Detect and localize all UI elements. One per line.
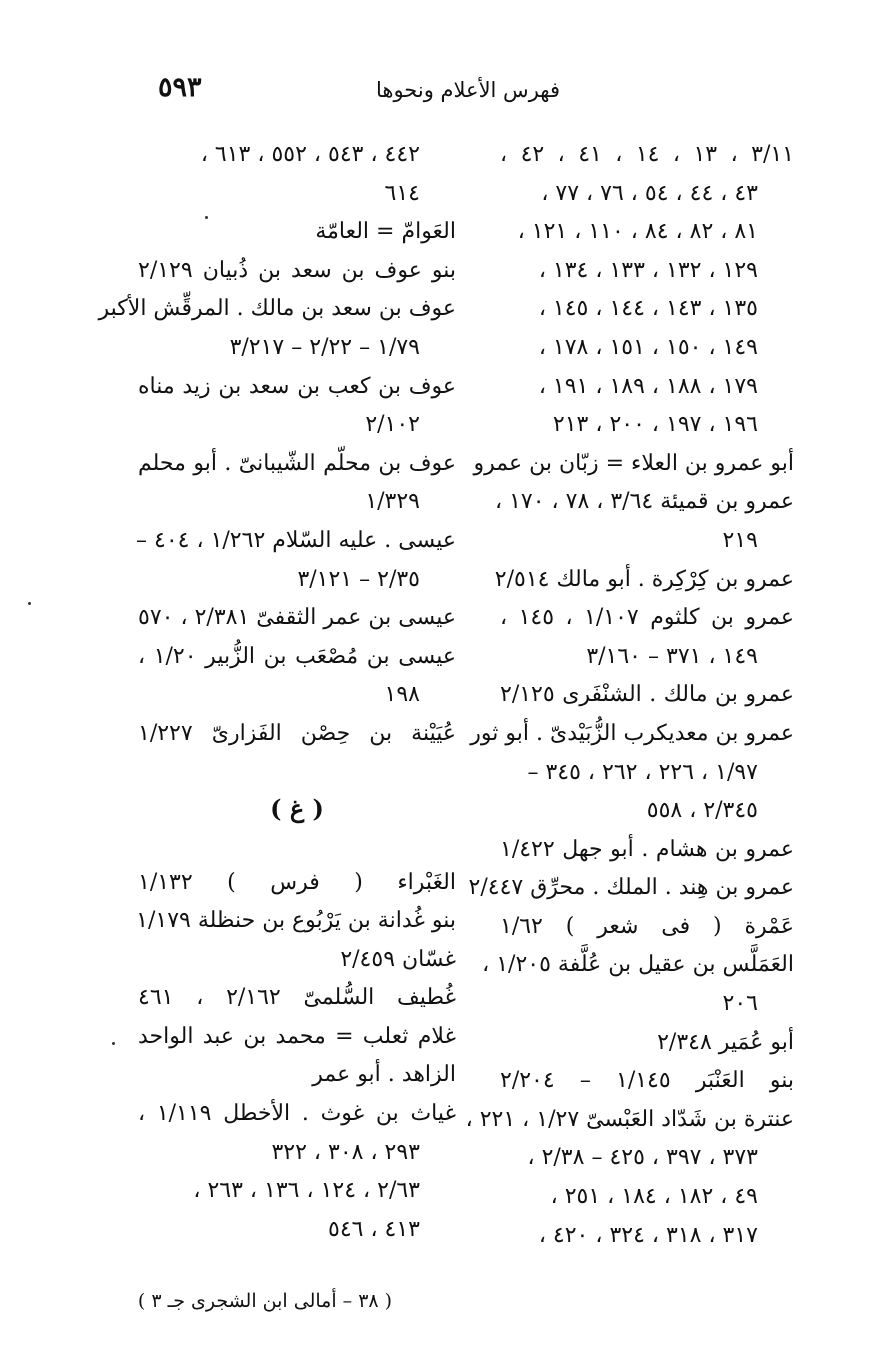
- ink-speck: [112, 1042, 115, 1045]
- ink-speck: [28, 602, 31, 605]
- index-entry: بنو عوف بن سعد بن ذُبيان ٢/١٢٩: [138, 257, 456, 283]
- index-entry-continuation: ١٢٩ ، ١٣٢ ، ١٣٣ ، ١٣٤ ،: [538, 257, 758, 283]
- index-entry: الزاهد . أبو عمر: [312, 1062, 456, 1088]
- index-entry-continuation: ٢/١٠٢: [365, 412, 420, 438]
- index-entry: عمرو بن كلثوم ١/١٠٧ ، ١٤٥ ،: [500, 605, 795, 631]
- index-entry-continuation: ٢/٣٥ – ٣/١٢١: [297, 566, 420, 592]
- index-entry-continuation: ٦١٤: [384, 180, 420, 206]
- index-entry-continuation: ٣٧٣ ، ٣٩٧ ، ٤٢٥ – ٢/٣٨ ،: [527, 1145, 758, 1171]
- index-entry: عمرو بن مالك . الشنْفَرى ٢/١٢٥: [500, 682, 794, 708]
- index-entry: عمرو بن هشام . أبو جهل ١/٤٢٢: [500, 836, 794, 862]
- ink-speck: [205, 216, 208, 219]
- index-entry: أبو عُمَير ٢/٣٤٨: [657, 1029, 794, 1055]
- index-entry-continuation: ٤٩ ، ١٨٢ ، ١٨٤ ، ٢٥١ ،: [550, 1184, 758, 1210]
- index-entry-continuation: ٢/٣٤٥ ، ٥٥٨: [646, 798, 758, 824]
- index-entry: بنو غُدانة بن يَرْبُوع بن حنظلة ١/١٧٩: [136, 908, 456, 934]
- index-column-left: [98, 136, 457, 1249]
- index-entry: غسّان ٢/٤٥٩: [340, 946, 456, 972]
- index-entry: بنو العَنْبَر ١/١٤٥ – ٢/٢٠٤: [500, 1068, 794, 1094]
- page-number: ٥٩٣: [158, 72, 202, 103]
- index-entry: عيسى . عليه السّلام ١/٢٦٢ ، ٤٠٤ –: [136, 527, 456, 553]
- index-entry: عوف بن كعب بن سعد بن زيد مناه: [138, 373, 456, 399]
- index-entry: عمرو بن معديكرب الزُّبَيْدىّ . أبو ثور: [470, 720, 794, 746]
- index-entry-continuation: ١٤٩ ، ١٥٠ ، ١٥١ ، ١٧٨ ،: [538, 334, 758, 360]
- index-entries-ayn: [98, 136, 456, 754]
- index-entry: غلام ثعلب = محمد بن عبد الواحد: [138, 1023, 456, 1049]
- index-entry: عنترة بن شَدّاد العَبْسىّ ١/٢٧ ، ٢٢١ ،: [465, 1106, 794, 1132]
- index-entry: عمرو بن هِند . الملك . محرِّق ٢/٤٤٧: [468, 875, 794, 901]
- index-entry: غُطيف السُّلمىّ ٢/١٦٢ ، ٤٦١: [138, 985, 456, 1011]
- index-entry: عيسى بن عمر الثقفىّ ٢/٣٨١ ، ٥٧٠: [138, 605, 456, 631]
- index-entry: عُيَيْنة بن حِصْن الفَزارىّ ١/٢٢٧: [138, 720, 456, 746]
- index-entry: العَمَلَّس بن عقيل بن عُلَّفة ١/٢٠٥ ،: [482, 952, 794, 978]
- index-entry: عمرو بن كِرْكِرة . أبو مالك ٢/٥١٤: [494, 566, 794, 592]
- index-entry-continuation: ٤٤٢ ، ٥٤٣ ، ٥٥٢ ، ٦١٣ ،: [200, 142, 420, 167]
- index-entry: عَمْرة ( فى شعر ) ١/٦٢: [500, 913, 794, 939]
- index-entry-continuation: ٣١٧ ، ٣١٨ ، ٣٢٤ ، ٤٢٠ ،: [538, 1222, 758, 1248]
- index-entry: عمرو بن قميئة ٣/٦٤ ، ٧٨ ، ١٧٠ ،: [494, 489, 794, 515]
- index-entry: عوف بن سعد بن مالك . المرقِّش الأكبر: [98, 296, 456, 322]
- index-entry-continuation: ٢٠٦: [722, 991, 758, 1017]
- index-entry-continuation: ٤٣ ، ٤٤ ، ٥٤ ، ٧٦ ، ٧٧ ،: [541, 180, 758, 206]
- index-entry-continuation: ١٩٦ ، ١٩٧ ، ٢٠٠ ، ٢١٣: [552, 412, 758, 438]
- index-entry-continuation: ١/٩٧ ، ٢٢٦ ، ٢٦٢ ، ٣٤٥ –: [527, 759, 758, 785]
- index-entry-continuation: ٤١٣ ، ٥٤٦: [328, 1216, 420, 1242]
- index-entry: الغَبْراء ( فرس ) ١/١٣٢: [138, 869, 456, 895]
- index-entry: العَوامّ = العامّة: [315, 219, 456, 245]
- section-heading-ghayn: ( غ ): [270, 793, 324, 823]
- index-entries-ghayn: [138, 864, 456, 1250]
- index-entry-continuation: ٨١ ، ٨٢ ، ٨٤ ، ١١٠ ، ١٢١ ،: [517, 219, 758, 245]
- footer-signature: ( ٣٨ – أمالى ابن الشجرى جـ ٣ ): [137, 1290, 393, 1312]
- index-entry-continuation: ١٣٥ ، ١٤٣ ، ١٤٤ ، ١٤٥ ،: [538, 296, 758, 322]
- index-entry-continuation: ٢/٦٣ ، ١٢٤ ، ١٣٦ ، ٢٦٣ ،: [193, 1178, 420, 1204]
- index-entry: عيسى بن مُصْعَب بن الزُّبير ١/٢٠ ،: [138, 643, 456, 669]
- index-entry-continuation: ٢١٩: [722, 527, 758, 553]
- index-entry-continuation: ٢٩٣ ، ٣٠٨ ، ٣٢٢: [271, 1139, 420, 1165]
- index-entry: غياث بن غوث . الأخطل ١/١١٩ ،: [138, 1101, 457, 1127]
- index-entry-continuation: ١٧٩ ، ١٨٨ ، ١٨٩ ، ١٩١ ،: [538, 373, 758, 399]
- running-title: فهرس الأعلام ونحوها: [375, 78, 560, 102]
- index-entry-continuation: ١/٣٢٩: [365, 489, 420, 515]
- index-entry: عوف بن محلّم الشّيبانىّ . أبو محلم: [138, 450, 456, 476]
- index-entry-continuation: ١٤٩ ، ٣٧١ – ٣/١٦٠: [586, 643, 758, 669]
- index-entry-continuation: ١٩٨: [384, 682, 420, 708]
- index-entry: ٣/١١ ، ١٣ ، ١٤ ، ٤١ ، ٤٢ ،: [500, 142, 794, 167]
- index-column-right: [465, 136, 795, 1255]
- index-entry-continuation: ١/٧٩ – ٢/٢٢ – ٣/٢١٧: [229, 334, 420, 360]
- index-entry: أبو عمرو بن العلاء = زبّان بن عمرو: [473, 450, 794, 476]
